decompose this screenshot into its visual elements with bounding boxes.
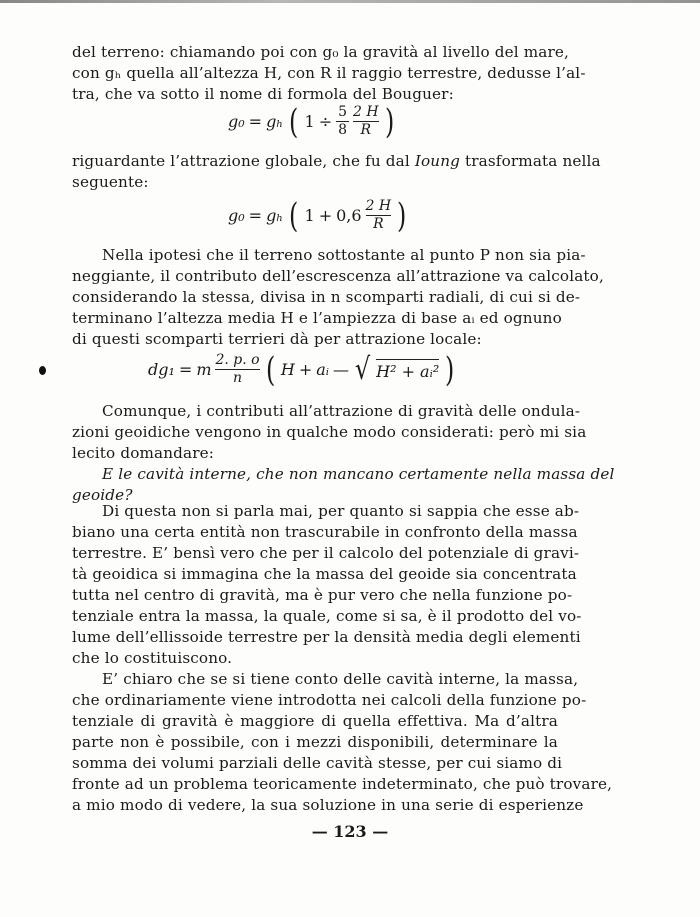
text-line: geoide? (72, 486, 133, 504)
denominator: R (373, 216, 384, 232)
text-line: terminano l’altezza media H e l’ampiezza di base aᵢ ed ognuno (72, 309, 562, 327)
formula-term: g₀ (228, 112, 245, 131)
fraction (215, 352, 259, 387)
radicand: H² + aᵢ² (376, 359, 439, 381)
paren-close: ) (445, 349, 455, 390)
page-number: — 123 — (311, 822, 389, 841)
text-line: biano una certa entità non trascurabile in confronto della massa (72, 523, 578, 541)
numerator: 2. p. o (215, 352, 260, 368)
formula-term: 0,6 (336, 206, 362, 225)
formula-young (228, 195, 408, 236)
text-line: terrestre. E’ bensì vero che per il calcolo del potenziale di gravi- (72, 544, 580, 562)
formula-term: — (332, 360, 349, 379)
ink-mark (39, 366, 46, 375)
text-line: E’ chiaro che se si tiene conto delle cavità interne, la massa, (102, 670, 579, 688)
formula-local-attraction (148, 349, 457, 390)
text-line: neggiante, il contributo dell’escrescenza all’attrazione va calcolato, (72, 267, 604, 285)
fraction (366, 198, 392, 233)
sqrt-icon: √ (354, 352, 371, 387)
denominator: n (233, 370, 243, 386)
formula-term: + (318, 206, 333, 225)
scan-edge (0, 0, 700, 3)
denominator: 8 (338, 122, 348, 138)
text-line: che ordinariamente viene introdotta nei calcoli della funzione po- (72, 691, 587, 709)
text-line: Di questa non si parla mai, per quanto si sappia che esse ab- (102, 502, 580, 520)
text-line: Nella ipotesi che il terreno sottostante al punto P non sia pia- (102, 246, 586, 264)
formula-term: gₕ (266, 206, 284, 225)
text-span: riguardante l’attrazione globale, che fu dal (72, 152, 410, 170)
text-line: tra, che va sotto il nome di formola del Bouguer: (72, 85, 454, 103)
formula-term: m (196, 360, 212, 379)
text-line: di questi scomparti terrieri dà per attrazione locale: (72, 330, 482, 348)
formula-term: = (178, 360, 193, 379)
text-line: parte non è possibile, con i mezzi disponibili, determinare la (72, 733, 558, 751)
author-name: Ioung (414, 152, 461, 170)
denominator: R (360, 122, 372, 138)
text-line: tenziale entra la massa, la quale, come si sa, è il prodotto del vo- (72, 607, 582, 625)
text-line: somma dei volumi parziali delle cavità stesse, per cui siamo di (72, 754, 563, 772)
text-line: che lo costituiscono. (72, 649, 233, 667)
numerator: 5 (338, 104, 348, 120)
formula-term: dg₁ (148, 360, 175, 379)
text-line: Comunque, i contributi all’attrazione di gravità delle ondula- (102, 402, 581, 420)
formula-term: = (248, 112, 263, 131)
formula-term: aᵢ (316, 360, 329, 379)
text-line: a mio modo di vedere, la sua soluzione in una serie di esperienze (72, 796, 584, 814)
numerator: 2 H (365, 198, 392, 214)
fraction (353, 104, 379, 139)
text-line: E le cavità interne, che non mancano certamente nella massa del (102, 465, 615, 483)
formula-bouguer (228, 101, 396, 142)
text-line: tenziale di gravità è maggiore di quella effettiva. Ma d’altra (72, 712, 558, 730)
text-line: lume dell’ellissoide terrestre per la densità media degli elementi (72, 628, 581, 646)
text-line: fronte ad un problema teoricamente indeterminato, che può trovare, (72, 775, 613, 793)
paren-open: ( (289, 195, 299, 236)
text-line: tutta nel centro di gravità, ma è pur vero che nella funzione po- (72, 586, 573, 604)
paren-close: ) (384, 101, 394, 142)
formula-term: gₕ (266, 112, 284, 131)
formula-term: 1 (304, 206, 315, 225)
text-line: del terreno: chiamando poi con g₀ la gravità al livello del mare, (72, 43, 570, 61)
text-line: tà geoidica si immagina che la massa del geoide sia concentrata (72, 565, 577, 583)
text-line: seguente: (72, 173, 149, 191)
formula-term: ÷ (318, 112, 333, 131)
text-line: considerando la stessa, divisa in n scomparti radiali, di cui si de- (72, 288, 581, 306)
text-line (72, 151, 601, 171)
formula-term: g₀ (228, 206, 245, 225)
paren-open: ( (265, 349, 275, 390)
text-line: zioni geoidiche vengono in qualche modo considerati: però mi sia (72, 423, 587, 441)
formula-term: H (280, 360, 295, 379)
text-line: con gₕ quella all’altezza H, con R il raggio terrestre, dedusse l’al- (72, 64, 586, 82)
paren-open: ( (289, 101, 299, 142)
numerator: 2 H (353, 104, 379, 120)
text-line: lecito domandare: (72, 444, 215, 462)
paren-close: ) (397, 195, 407, 236)
formula-term: 1 (304, 112, 315, 131)
formula-term: + (298, 360, 313, 379)
fraction (336, 104, 349, 139)
formula-term: = (248, 206, 263, 225)
text-span: trasformata nella (465, 152, 601, 170)
